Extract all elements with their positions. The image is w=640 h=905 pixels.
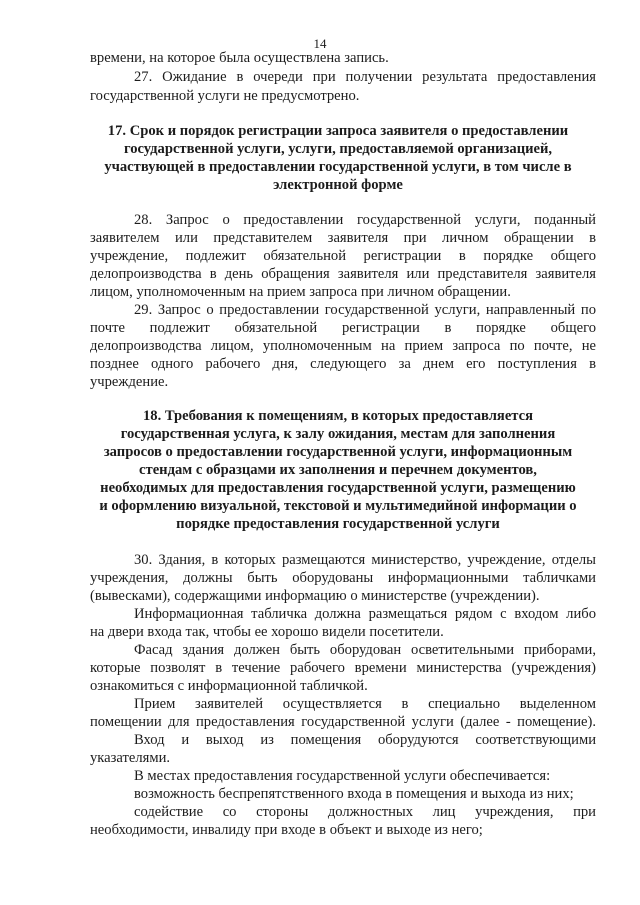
- section-18-heading: 18. Требования к помещениям, в которых предоставляется: [142, 408, 534, 424]
- text-line: заявителем или представителем заявителя при личном обращении в: [90, 230, 596, 246]
- paragraph: возможность беспрепятственного входа в помещения и выхода из них;: [134, 786, 574, 802]
- text-line: лицом, уполномоченным на прием запроса при личном обращении.: [90, 284, 511, 300]
- paragraph-29: 29. Запрос о предоставлении государственной услуги, направленный по: [134, 302, 596, 318]
- paragraph-27: 27. Ожидание в очереди при получении результата предоставления: [134, 69, 596, 85]
- section-17-heading: 17. Срок и порядок регистрации запроса заявителя о предоставлении: [107, 123, 569, 139]
- paragraph: В местах предоставления государственной услуги обеспечивается:: [134, 768, 551, 784]
- page-number: 14: [313, 36, 327, 51]
- paragraph-28: 28. Запрос о предоставлении государственной услуги, поданный: [134, 212, 596, 228]
- text-line: ознакомиться с информационной табличкой.: [90, 678, 368, 694]
- text-line: помещении для предоставления государственной услуги (далее - помещение).: [90, 714, 596, 730]
- section-18-heading: запросов о предоставлении государственной услуги, информационным: [103, 444, 573, 460]
- section-17-heading: государственной услуги, услуги, предоставляемой организацией,: [123, 141, 553, 157]
- text-line: (вывесками), содержащими информацию о министерстве (учреждении).: [90, 588, 540, 604]
- paragraph-30: 30. Здания, в которых размещаются министерство, учреждение, отделы: [134, 552, 596, 568]
- text-line: почте подлежит обязательной регистрации в порядке общего: [90, 320, 596, 336]
- section-18-heading: порядке предоставления государственной услуги: [176, 516, 500, 532]
- text-line: учреждение, подлежит обязательной регистрации в порядке общего: [90, 248, 596, 264]
- paragraph: Фасад здания должен быть оборудован осветительными приборами,: [134, 642, 596, 658]
- section-18-heading: государственная услуга, к залу ожидания, местам для заполнения: [120, 426, 556, 442]
- text-line: учреждение.: [90, 374, 169, 390]
- text-line: позднее одного рабочего дня, следующего за днем его поступления в: [90, 356, 596, 372]
- paragraph: Прием заявителей осуществляется в специально выделенном: [134, 696, 596, 712]
- section-17-heading: электронной форме: [273, 177, 403, 193]
- text-line: на двери входа так, чтобы ее хорошо видели посетители.: [90, 624, 444, 640]
- section-18-heading: и оформлению визуальной, текстовой и мультимедийной информации о: [99, 498, 577, 514]
- text-line: времени, на которое была осуществлена запись.: [90, 50, 389, 66]
- text-line: которые позволят в течение рабочего времени министерства (учреждения): [90, 660, 596, 676]
- paragraph: содействие со стороны должностных лиц учреждения, при: [134, 804, 596, 820]
- text-line: делопроизводства в день обращения заявителя или представителя заявителя: [90, 266, 596, 282]
- text-line: делопроизводства лицом, уполномоченным на прием запроса по почте, не: [90, 338, 596, 354]
- paragraph: Вход и выход из помещения оборудуются соответствующими: [134, 732, 596, 748]
- text-line: необходимости, инвалиду при входе в объект и выходе из него;: [90, 822, 483, 838]
- section-18-heading: необходимых для предоставления государственной услуги, размещению: [100, 480, 576, 496]
- text-line: государственной услуги не предусмотрено.: [90, 88, 360, 104]
- text-line: учреждения, должны быть оборудованы информационными табличками: [90, 570, 596, 586]
- section-17-heading: участвующей в предоставлении государственной услуги, в том числе в: [104, 159, 572, 175]
- section-18-heading: стендам с образцами их заполнения и перечнем документов,: [139, 462, 537, 478]
- paragraph: Информационная табличка должна размещаться рядом с входом либо: [134, 606, 596, 622]
- text-line: указателями.: [90, 750, 171, 766]
